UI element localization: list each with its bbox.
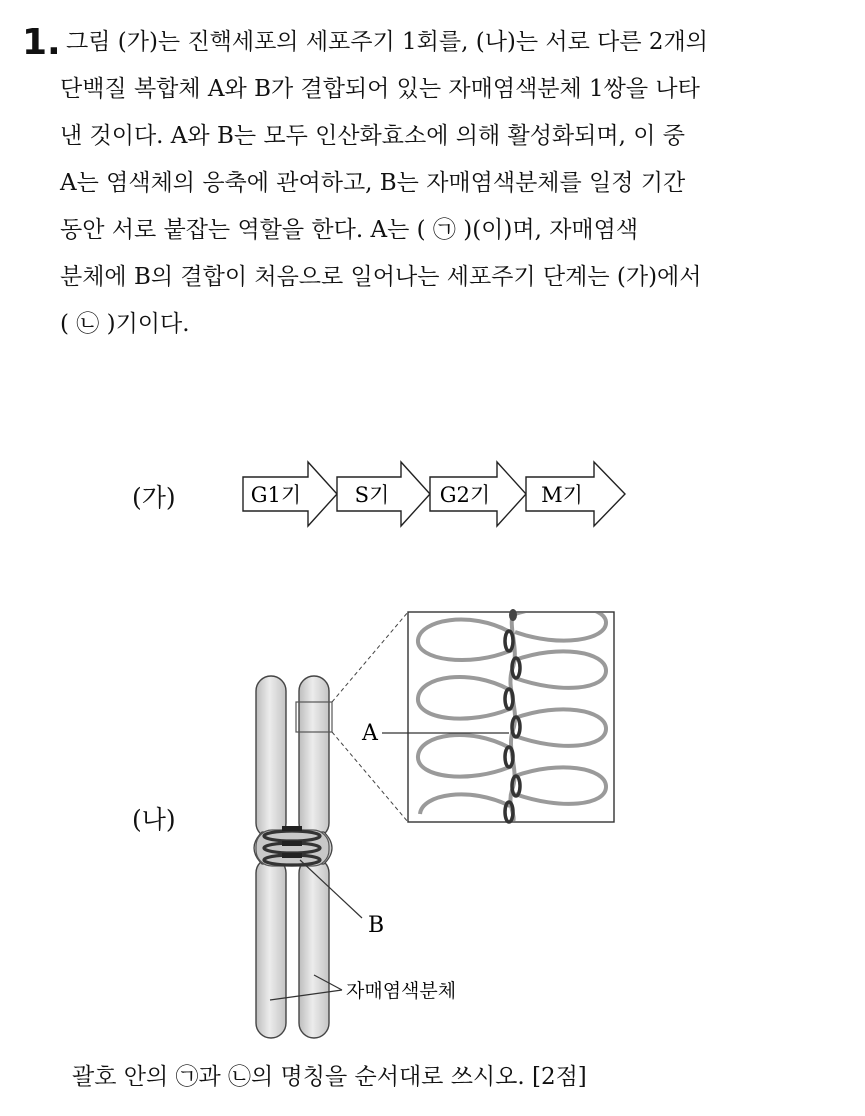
figure-ga-label: (가) (132, 483, 176, 512)
figure-na-label: (나) (132, 805, 176, 834)
label-sister-chromatid: 자매염색분체 (346, 980, 457, 1002)
chromatid-left-lower (256, 858, 286, 1038)
chromatid-right-lower (299, 858, 329, 1038)
question-line-1: 그림 (가)는 진핵세포의 세포주기 1회를, (나)는 서로 다른 2개의 (66, 29, 708, 55)
chromatid-left-upper (256, 676, 286, 838)
label-b: B (368, 913, 385, 938)
question-line-5: 동안 서로 붙잡는 역할을 한다. A는 ( ㉠ )(이)며, 자매염색 (60, 217, 639, 243)
phase-label-m: M기 (541, 483, 583, 507)
chromatid-right-upper (299, 676, 329, 838)
question-line-7: ( ㉡ )기이다. (60, 311, 190, 337)
question-number: 1. (22, 22, 61, 63)
phase-label-g1: G1기 (250, 483, 302, 507)
phase-label-g2: G2기 (439, 483, 491, 507)
footer-instruction: 괄호 안의 ㉠과 ㉡의 명칭을 순서대로 쓰시오. [2점] (72, 1064, 587, 1090)
question-line-6: 분체에 B의 결합이 처음으로 일어나는 세포주기 단계는 (가)에서 (60, 264, 702, 290)
question-line-3: 낸 것이다. A와 B는 모두 인산화효소에 의해 활성화되며, 이 중 (60, 123, 685, 149)
question-line-2: 단백질 복합체 A와 B가 결합되어 있는 자매염색분체 1쌍을 나타 (60, 76, 700, 102)
phase-label-s: S기 (354, 483, 390, 507)
question-line-4: A는 염색체의 응축에 관여하고, B는 자매염색분체를 일정 기간 (60, 170, 686, 196)
label-a: A (362, 721, 378, 746)
